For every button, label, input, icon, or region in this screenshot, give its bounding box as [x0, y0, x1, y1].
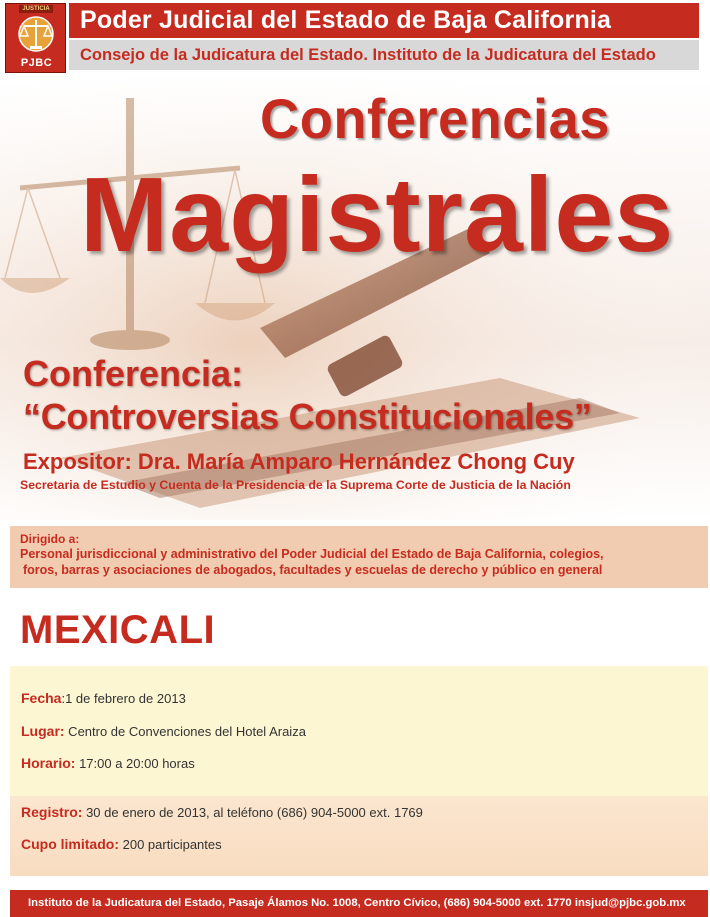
heading-conferencias: Conferencias — [260, 87, 610, 150]
footer-contact: Instituto de la Judicatura del Estado, Pasaje Álamos No. 1008, Centro Cívico, (686) 904-5000 ext. 1770 insjud@pjbc.gob.mx — [28, 897, 686, 909]
title-bar — [69, 3, 699, 38]
event-details — [10, 666, 708, 796]
footer-bar — [10, 890, 708, 917]
audience-line-1: Personal jurisdiccional y administrativo del Poder Judicial del Estado de Baja California, colegios, — [20, 547, 604, 561]
lugar-label: Lugar: — [21, 723, 65, 739]
hero-section — [0, 78, 710, 520]
horario-row — [21, 755, 195, 771]
registro-row — [21, 804, 423, 820]
speaker-name: Expositor: Dra. María Amparo Hernández Chong Cuy — [23, 449, 575, 474]
lugar-value: Centro de Convenciones del Hotel Araiza — [64, 724, 306, 739]
audience-line-2: foros, barras y asociaciones de abogados, facultades y escuelas de derecho y público en general — [23, 563, 603, 577]
logo-text: PJBC — [20, 57, 53, 69]
horario-value: 17:00 a 20:00 horas — [75, 756, 195, 771]
cupo-row — [21, 836, 222, 852]
cupo-label: Cupo limitado: — [21, 836, 119, 852]
institution-subtitle: Consejo de la Judicatura del Estado. Instituto de la Judicatura del Estado — [80, 46, 656, 64]
conference-title: “Controversias Constitucionales” — [23, 396, 592, 437]
fecha-label: Fecha — [21, 690, 62, 706]
registro-value: 30 de enero de 2013, al teléfono (686) 904-5000 ext. 1769 — [82, 805, 423, 820]
pjbc-logo — [5, 3, 66, 73]
registration-box — [10, 796, 708, 876]
subtitle-bar — [69, 40, 699, 70]
horario-label: Horario: — [21, 755, 76, 771]
audience-label: Dirigido a: — [20, 532, 80, 546]
conference-label: Conferencia: — [23, 353, 244, 394]
lugar-row — [21, 723, 306, 739]
fecha-value: 1 de febrero de 2013 — [65, 691, 186, 706]
speaker-role: Secretaria de Estudio y Cuenta de la Presidencia de la Suprema Corte de Justicia de la Nación — [20, 478, 571, 492]
fecha-separator: : — [61, 691, 66, 706]
city-heading: MEXICALI — [20, 608, 216, 652]
page-header — [0, 0, 710, 78]
institution-title: Poder Judicial del Estado de Baja California — [80, 6, 612, 34]
scales-of-justice-icon — [16, 14, 56, 54]
logo-banner: JUSTICIA — [19, 5, 53, 13]
cupo-value: 200 participantes — [119, 837, 222, 852]
registro-label: Registro: — [21, 804, 83, 820]
fecha-row — [21, 690, 186, 706]
audience-box — [10, 526, 708, 588]
heading-magistrales: Magistrales — [80, 156, 675, 274]
